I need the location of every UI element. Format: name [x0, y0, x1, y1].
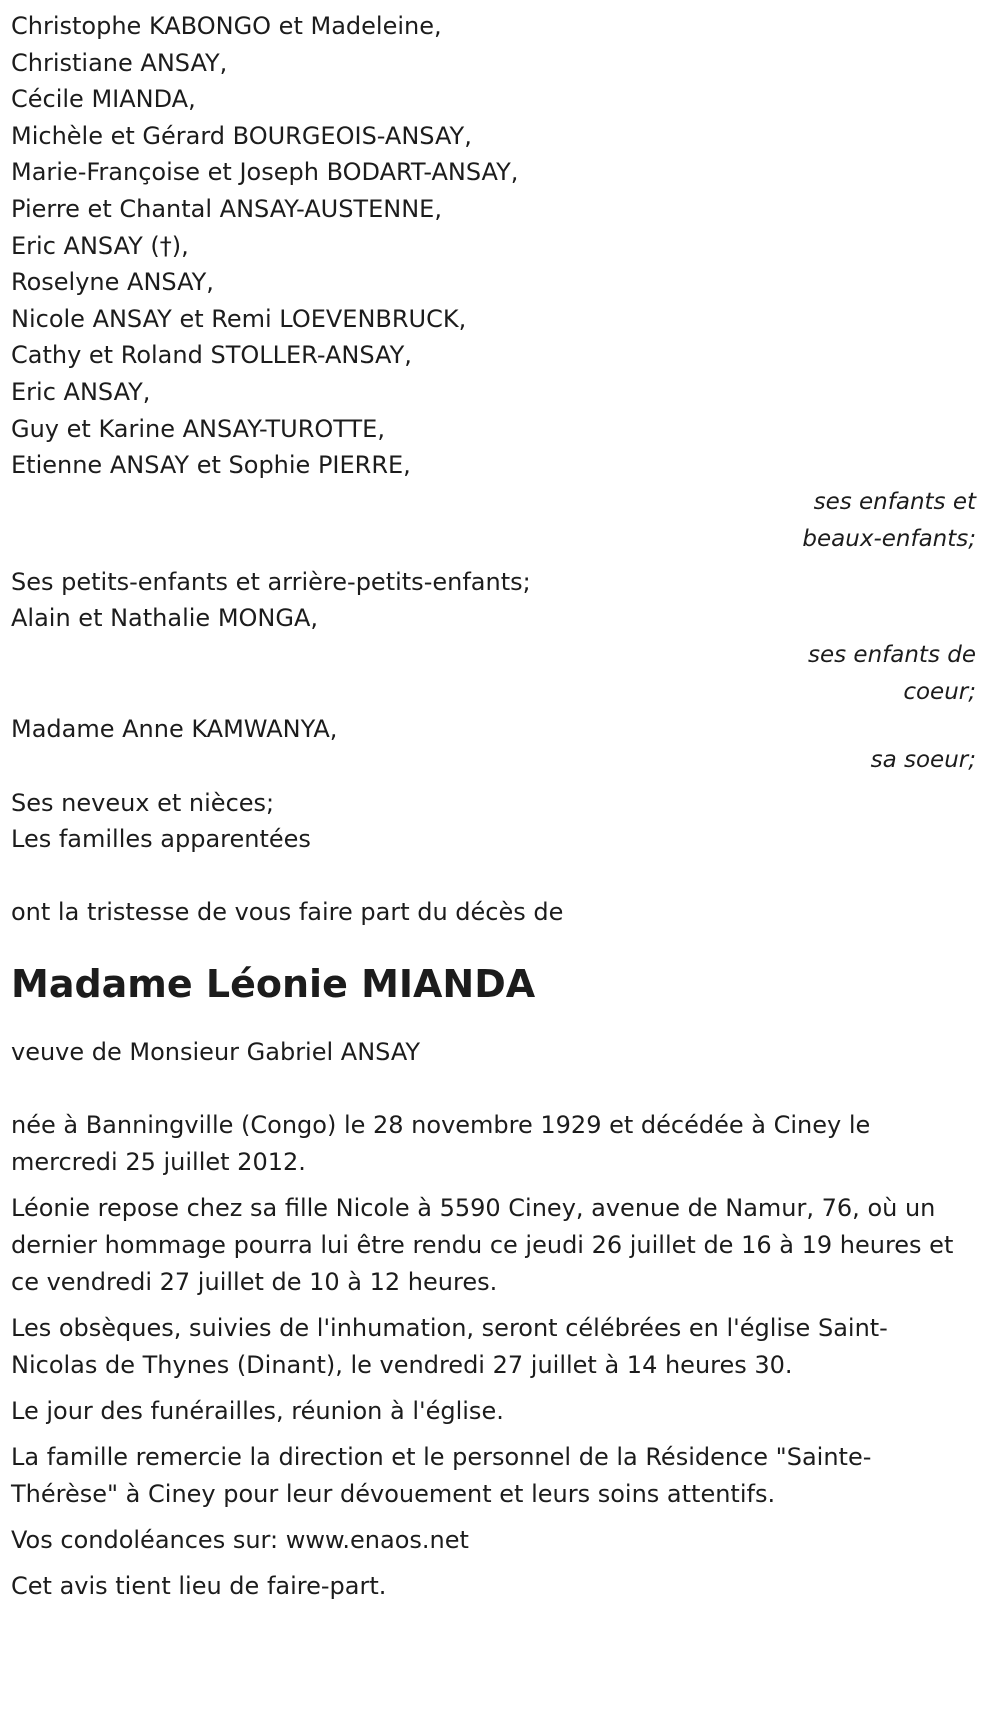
family-member: Etienne ANSAY et Sophie PIERRE, — [11, 451, 411, 480]
heart-role-line2: coeur; — [903, 678, 976, 705]
thanks-paragraph: La famille remercie la direction et le personnel de la Résidence "Sainte-Thérèse" à Ciney pour leur dévouement et leurs soins attentifs. — [11, 1442, 872, 1508]
family-member: Christiane ANSAY, — [11, 48, 228, 77]
notice-paragraph: Cet avis tient lieu de faire-part. — [11, 1571, 387, 1600]
families: Les familles apparentées — [11, 825, 311, 854]
family-member: Eric ANSAY (†), — [11, 231, 189, 260]
family-member: Cathy et Roland STOLLER-ANSAY, — [11, 341, 412, 370]
family-member: Roselyne ANSAY, — [11, 268, 214, 297]
heart-children: Alain et Nathalie MONGA, — [11, 604, 319, 633]
sister-role: sa soeur; — [870, 746, 976, 773]
grandchildren: Ses petits-enfants et arrière-petits-enfants; — [11, 567, 531, 596]
birth-death-paragraph: née à Banningville (Congo) le 28 novembre 1929 et décédée à Ciney le mercredi 25 juillet 2012. — [11, 1110, 871, 1176]
family-member: Guy et Karine ANSAY-TUROTTE, — [11, 414, 385, 443]
children-list — [11, 0, 989, 484]
heart-role-line1: ses enfants de — [808, 641, 976, 668]
condolences-paragraph: Vos condoléances sur: www.enaos.net — [11, 1525, 469, 1554]
funeral-paragraph: Les obsèques, suivies de l'inhumation, seront célébrées en l'église Saint-Nicolas de Thynes (Dinant), le vendredi 27 juillet à 14 heures 30. — [11, 1313, 888, 1379]
family-member: Cécile MIANDA, — [11, 85, 196, 114]
children-role-line1: ses enfants et — [813, 488, 976, 515]
widow-of: veuve de Monsieur Gabriel ANSAY — [11, 1038, 421, 1067]
meeting-paragraph: Le jour des funérailles, réunion à l'église. — [11, 1396, 504, 1425]
deceased-name: Madame Léonie MIANDA — [11, 962, 536, 1007]
family-member: Christophe KABONGO et Madeleine, — [11, 12, 442, 40]
family-member: Marie-Françoise et Joseph BODART-ANSAY, — [11, 158, 519, 187]
children-role-line2: beaux-enfants; — [802, 525, 976, 552]
nephews: Ses neveux et nièces; — [11, 788, 275, 817]
announcement: ont la tristesse de vous faire part du décès de — [11, 897, 564, 926]
family-member: Nicole ANSAY et Remi LOEVENBRUCK, — [11, 304, 467, 333]
heart-children-role — [11, 637, 989, 711]
family-member: Michèle et Gérard BOURGEOIS-ANSAY, — [11, 121, 472, 150]
children-role — [11, 484, 989, 558]
rest-paragraph: Léonie repose chez sa fille Nicole à 5590 Ciney, avenue de Namur, 76, où un dernier hommage pourra lui être rendu ce jeudi 26 juillet de 16 à 19 heures et ce vendredi 27 juillet de 10 à 12 heures. — [11, 1193, 954, 1296]
family-member: Eric ANSAY, — [11, 377, 151, 406]
sister: Madame Anne KAMWANYA, — [11, 714, 338, 743]
family-member: Pierre et Chantal ANSAY-AUSTENNE, — [11, 194, 442, 223]
